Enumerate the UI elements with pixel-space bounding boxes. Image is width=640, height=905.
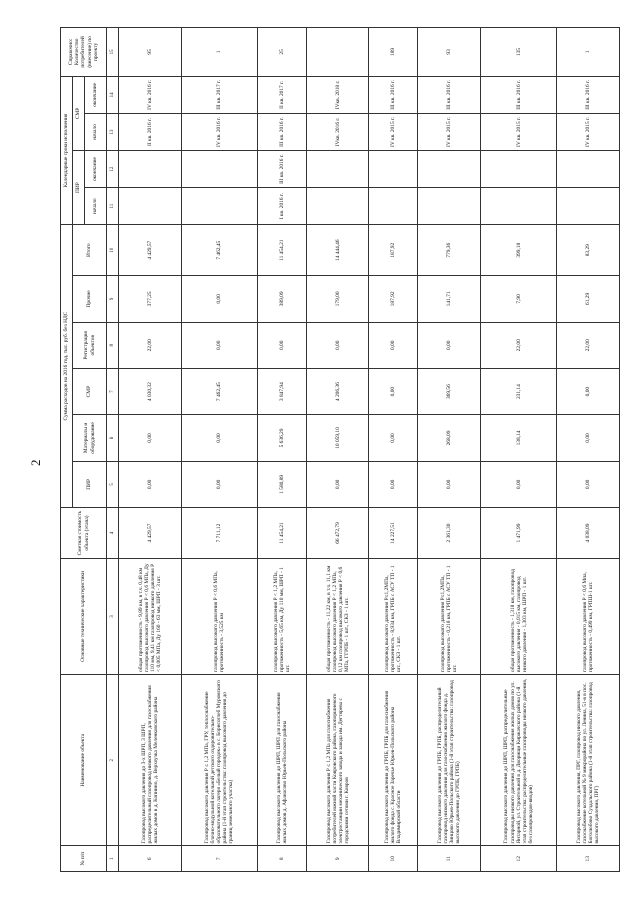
registration-expense: 0,00: [181, 322, 258, 368]
pir-end: III кв. 2016 г.: [258, 151, 307, 188]
tech-characteristics: общая протяженность - 9,89 км, в т.ч. 0,48 км газопровод высокого давления Р < 0,6 МПа, Ду 110 мм, 9,41 км газопровод низкого давления Р < 0,005 МПа, Ду 160 - 63 мм, ШРП - 3 шт.: [119, 559, 182, 675]
materials-expense: 0,00: [369, 415, 418, 461]
col-number: 11: [107, 188, 119, 225]
col-number: 3: [107, 559, 119, 675]
header-pir-start: начало: [85, 188, 107, 225]
tech-characteristics: газопровод высокого давления Р≤1,2МПа, протяженность - 8,934 км, ГРПБ с АСУ ТП - 1 шт., СКЗ - 1 шт.: [369, 559, 418, 675]
smr-end: III кв. 2016 г.: [557, 76, 620, 113]
smr-end: III кв. 2016 г.: [418, 76, 481, 113]
header-name: Наименование объекта: [61, 674, 107, 846]
page-number: 2: [28, 459, 43, 466]
object-name: Газопровод высокого давления Р ≤ 1,2 МПа для газоснабжения потребителей южной части Ковровского района, газопоршневого электростанции механического завода и завода им. Дегтярева с городскими сетями г. Ковров: [306, 674, 369, 846]
smr-expense: 369,56: [418, 368, 481, 414]
pir-end: [557, 151, 620, 188]
col-number: 14: [107, 76, 119, 113]
row-number: 11: [418, 846, 481, 872]
estimated-cost: 2 361,30: [418, 508, 481, 559]
tech-characteristics: газопровод высокого давления Р < 0,6 Мпа, протяженность - 0,499 км, ГРПШ-1 шт.: [557, 559, 620, 675]
consumers-count: 1: [557, 28, 620, 77]
smr-start: II кв. 2016 г.: [119, 113, 182, 150]
other-expense: 61,29: [557, 276, 620, 322]
smr-start: IV кв. 2015 г.: [557, 113, 620, 150]
header-expenses-group: Сумма расходов на 2016 год, тыс. руб. без НДС: [61, 225, 73, 508]
total-expense: 187,92: [369, 225, 418, 276]
pir-start: [369, 188, 418, 225]
materials-expense: 5 636,29: [258, 415, 307, 461]
pir-end: [181, 151, 258, 188]
tech-characteristics: газопровод высокого давления Р < 0,6 МПа, протяженность - 3,525 км: [181, 559, 258, 675]
other-expense: 377,25: [119, 276, 182, 322]
total-expense: 7 462,45: [181, 225, 258, 276]
header-tech: Основные технические характеристики: [61, 559, 107, 675]
estimated-cost: 7 711,12: [181, 508, 258, 559]
pir-expense: 0,00: [306, 461, 369, 507]
header-no: № п/п: [61, 846, 107, 872]
tech-characteristics: общая протяженность - 1,318 км, газопровод высокого давления - 0,015 км, газопровод низкого давления - 1,303 км, ШРП - 1 шт.: [480, 559, 557, 675]
pir-expense: 0,00: [557, 461, 620, 507]
table-row: [119, 28, 182, 872]
smr-start: IV кв. 2016 г.: [181, 113, 258, 150]
object-name: Газопровод высокого давления Р ≤ 1,2 МПа, ГРУ, теплоснабжение блочно-модульной котельной детского оздоровительно-образовательного лагеря «Белый городок» в с. Борисоглеб Муромского района (1-й этап строительства: газопровод высокого давления до границ земельного участка): [181, 674, 258, 846]
materials-expense: 138,14: [480, 415, 557, 461]
other-expense: 141,71: [418, 276, 481, 322]
row-number: 13: [557, 846, 620, 872]
header-smr-start: начало: [85, 113, 107, 150]
object-name: Газопровод высокого давления до ГРПБ, ГРПБ для газоснабжения жилого фонда с. Красное Заречье Юрьев-Польского района Владимирской области: [369, 674, 418, 846]
smr-start: III кв. 2016 г.: [258, 113, 307, 150]
estimated-cost: 1 471,99: [480, 508, 557, 559]
table-row: [258, 28, 307, 872]
other-expense: 0,00: [181, 276, 258, 322]
pir-start: [119, 188, 182, 225]
total-expense: 11 454,21: [258, 225, 307, 276]
pir-start: I кв. 2016 г.: [258, 188, 307, 225]
smr-end: III кв. 2016 г.: [480, 76, 557, 113]
estimated-cost: 14 227,51: [369, 508, 418, 559]
row-number: 6: [119, 846, 182, 872]
table-row: [306, 28, 369, 872]
smr-end: III кв. 2017 г.: [181, 76, 258, 113]
col-number: 4: [107, 508, 119, 559]
col-number: 8: [107, 322, 119, 368]
row-number: 7: [181, 846, 258, 872]
col-number: 6: [107, 415, 119, 461]
investment-program-table: [60, 27, 620, 872]
smr-expense: 4 206,36: [306, 368, 369, 414]
header-consumers: Справочно: Количество потребителей (внесение) по проекту: [61, 28, 107, 77]
smr-start: IV кв. 2015 г.: [418, 113, 481, 150]
col-number: 9: [107, 276, 119, 322]
consumers-count: 189: [369, 28, 418, 77]
pir-end: [306, 151, 369, 188]
pir-end: [418, 151, 481, 188]
consumers-count: 1: [181, 28, 258, 77]
smr-expense: 0,00: [369, 368, 418, 414]
materials-expense: 10 059,10: [306, 415, 369, 461]
materials-expense: 0,00: [119, 415, 182, 461]
smr-expense: 7 462,45: [181, 368, 258, 414]
header-cost: Сметная стоимость объекта (этапа): [61, 508, 107, 559]
column-numbers-row: [107, 28, 119, 872]
tech-characteristics: газопровод высокого давления Р < 1,2 МПа, протяженность - 5,65 км, Ду 110 мм, ШРП - 1 шт.: [258, 559, 307, 675]
pir-expense: 0,00: [480, 461, 557, 507]
col-number: 5: [107, 461, 119, 507]
header-pir-end: окончание: [85, 151, 107, 188]
row-number: 10: [369, 846, 418, 872]
object-name: Газопровод высокого давления до ШРП, ШРП, распределительные газопроводы низкого давления для газоснабжения жилых домов по ул. Янтарной, ул. Строительной в д. Дворищи Киржачского района (1-й этап строительства: распределительные газопроводы низкого давления, без газопроводов-вводов): [480, 674, 557, 846]
row-number: 12: [480, 846, 557, 872]
header-smr: СМР: [73, 368, 107, 414]
smr-start: IV кв. 2015 г.: [369, 113, 418, 150]
registration-expense: 0,00: [258, 322, 307, 368]
estimated-cost: 4 038,09: [557, 508, 620, 559]
smr-end: II кв. 2017 г.: [258, 76, 307, 113]
other-expense: 187,92: [369, 276, 418, 322]
pir-start: [418, 188, 481, 225]
pir-start: [480, 188, 557, 225]
smr-start: IV кв. 2015 г.: [480, 113, 557, 150]
pir-expense: 0,00: [418, 461, 481, 507]
pir-expense: 0,00: [181, 461, 258, 507]
registration-expense: 22,00: [557, 322, 620, 368]
registration-expense: 0,00: [418, 322, 481, 368]
total-expense: 4 429,57: [119, 225, 182, 276]
materials-expense: 268,09: [418, 415, 481, 461]
materials-expense: 0,00: [557, 415, 620, 461]
col-number: 2: [107, 674, 119, 846]
col-number: 13: [107, 113, 119, 150]
other-expense: 179,00: [306, 276, 369, 322]
object-name: Газопровод высокого давления до ГРПБ, ГРПБ, распределительный газопровод низкого давления для газоснабжения жилого фонда д. Зинцово Юрьев-Польского района (1-й этап строительства: газопровод высокого давления до ГРПБ, ГРПБ): [418, 674, 481, 846]
pir-expense: 0,00: [369, 461, 418, 507]
registration-expense: 22,00: [480, 322, 557, 368]
smr-expense: 231,14: [480, 368, 557, 414]
pir-expense: 0,00: [119, 461, 182, 507]
total-expense: 83,29: [557, 225, 620, 276]
consumers-count: [306, 28, 369, 77]
tech-characteristics: общая протяженность - 11,22 км, в т.ч. 11,1 км газопровод высокого давления Р < 1,2 МПа, 0,12 км газопровод высокого давления Р < 0,6 МПа, ГГРПБ - 1 шт., СКЗ - 1 шт.: [306, 559, 369, 675]
object-name: Газопровод высокого давления до ШРП, ШРП для газоснабжения жилых домов д. Афанасово Юрьев-Польского района: [258, 674, 307, 846]
smr-end: IV кв. 2016 г.: [119, 76, 182, 113]
registration-expense: 22,00: [119, 322, 182, 368]
header-smr-end: окончание: [85, 76, 107, 113]
object-name: Газопровод высокого давления до 3-х ШРП, 3 ШРП, распределительный газопровод низкого давления для газоснабжения жилых домов в д. Копнино, д. Верхоузка Меленковского района: [119, 674, 182, 846]
consumers-count: 135: [480, 28, 557, 77]
consumers-count: 93: [418, 28, 481, 77]
pir-end: [119, 151, 182, 188]
tech-characteristics: газопровод высокого давления Р≤1,2МПа, протяженность - 0,218 км, ГРПБ с АСУ ТП - 1 шт.: [418, 559, 481, 675]
header-registration: Регистрация объектов: [73, 322, 107, 368]
table-row: [369, 28, 418, 872]
other-expense: 7,90: [480, 276, 557, 322]
smr-expense: 4 030,32: [119, 368, 182, 414]
header-total: Итого: [73, 225, 107, 276]
pir-end: [480, 151, 557, 188]
smr-end: IVкв. 2018 г.: [306, 76, 369, 113]
table-row: [557, 28, 620, 872]
header-materials: Материалы и оборудование: [73, 415, 107, 461]
estimated-cost: 66 472,79: [306, 508, 369, 559]
table-row: [418, 28, 481, 872]
pir-start: [557, 188, 620, 225]
total-expense: 399,18: [480, 225, 557, 276]
estimated-cost: 4 429,57: [119, 508, 182, 559]
consumers-count: 95: [119, 28, 182, 77]
pir-start: [181, 188, 258, 225]
pir-end: [369, 151, 418, 188]
header-other: Прочие: [73, 276, 107, 322]
col-number: 15: [107, 28, 119, 77]
header-pir: ПИР: [73, 461, 107, 507]
registration-expense: 0,00: [369, 322, 418, 368]
smr-end: III кв. 2016 г.: [369, 76, 418, 113]
table-row: [480, 28, 557, 872]
header-cal-smr: СМР: [73, 76, 85, 150]
row-number: 9: [306, 846, 369, 872]
object-name: Газопровод высокого давления, ПРГ, газопровод низкого давления, газоснабжение котельной № 9 микрорайона по ул. Ленина, 51-в в пос. Боголюбово Суздальского района (1-й этап строительства: газопровод высокого давления, ПРГ): [557, 674, 620, 846]
other-expense: 389,09: [258, 276, 307, 322]
col-number: 7: [107, 368, 119, 414]
header-cal-pir: ПИР: [73, 151, 85, 225]
rotated-table-container: [60, 27, 620, 872]
col-number: 12: [107, 151, 119, 188]
table-row: [181, 28, 258, 872]
header-calendar-group: Календарные сроки исполнения: [61, 76, 73, 224]
col-number: 1: [107, 846, 119, 872]
row-number: 8: [258, 846, 307, 872]
total-expense: 779,36: [418, 225, 481, 276]
pir-expense: 1 580,89: [258, 461, 307, 507]
total-expense: 14 444,46: [306, 225, 369, 276]
materials-expense: 0,00: [181, 415, 258, 461]
smr-start: IVкв. 2016 г.: [306, 113, 369, 150]
pir-start: [306, 188, 369, 225]
table-body: [119, 28, 620, 872]
smr-expense: 3 847,94: [258, 368, 307, 414]
consumers-count: 25: [258, 28, 307, 77]
registration-expense: 0,00: [306, 322, 369, 368]
col-number: 10: [107, 225, 119, 276]
smr-expense: 0,00: [557, 368, 620, 414]
estimated-cost: 11 454,21: [258, 508, 307, 559]
